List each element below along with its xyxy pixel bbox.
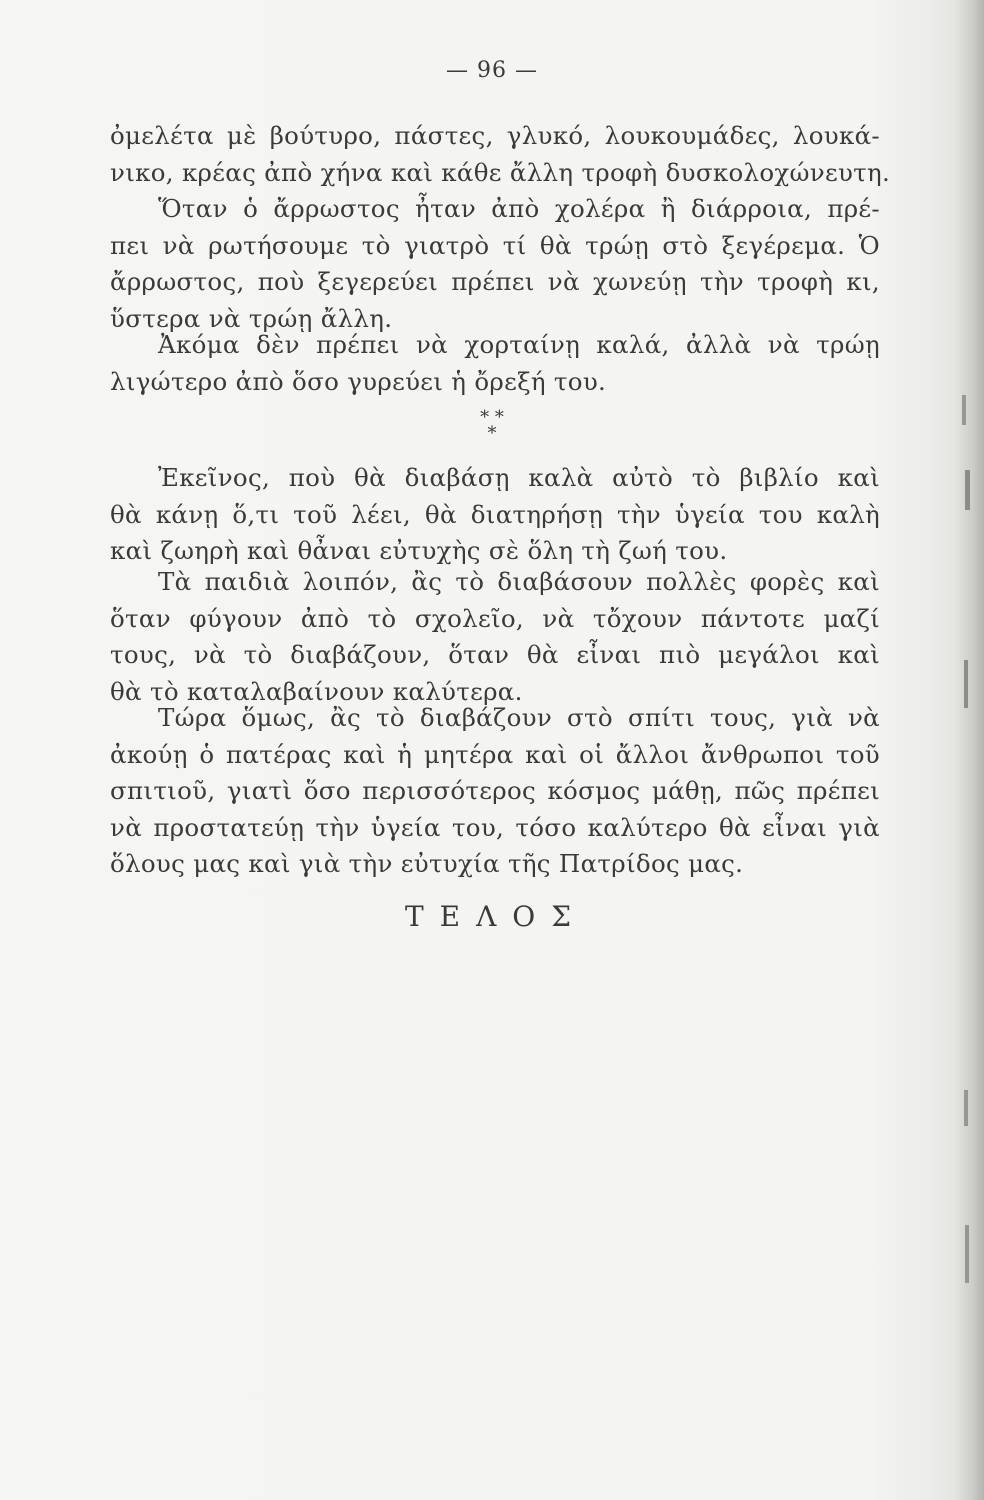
binding-mark [965, 470, 970, 510]
paragraph-children [110, 564, 880, 710]
text-line: ὕστερα νὰ τρώῃ ἄλλη. [110, 303, 393, 333]
paragraph-convalescence [110, 191, 880, 337]
text-line: Ἀκόμα δὲν πρέπει νὰ χορταίνῃ καλά, ἀλλὰ νὰ τρώῃ [158, 330, 880, 359]
text-line: Ἐκεῖνος, ποὺ θὰ διαβάσῃ καλὰ αὐτὸ τὸ βιβλίο καὶ [158, 463, 880, 492]
text-line: πει νὰ ρωτήσουμε τὸ γιατρὸ τί θὰ τρώῃ στὸ ξεγέρεμα. Ὁ [110, 230, 880, 260]
text-line: λιγώτερο ἀπὸ ὅσο γυρεύει ἡ ὄρεξή του. [110, 366, 607, 396]
text-line: θὰ κάνῃ ὅ,τι τοῦ λέει, θὰ διατηρήσῃ τὴν ὑγεία του καλὴ [110, 499, 880, 529]
paragraph-reader [110, 460, 880, 570]
text-line: Τώρα ὅμως, ἂς τὸ διαβάζουν στὸ σπίτι τους, γιὰ νὰ [158, 703, 880, 732]
text-line: ὀμελέτα μὲ βούτυρο, πάστες, γλυκό, λουκουμάδες, λουκά- [110, 121, 880, 150]
text-line: ὅλους μας καὶ γιὰ τὴν εὐτυχία τῆς Πατρίδος μας. [110, 849, 744, 878]
asterism-top: * * [480, 407, 504, 428]
text-line: σπιτιοῦ, γιατὶ ὅσο περισσότερος κόσμος μάθῃ, πῶς πρέπει [110, 776, 880, 805]
binding-mark [964, 1090, 968, 1126]
asterism-bottom: * [487, 423, 497, 444]
page-number: — 96 — [446, 58, 538, 83]
paragraph-continuation [110, 118, 891, 191]
section-asterism [0, 407, 984, 444]
binding-mark [965, 1225, 969, 1283]
text-line: Τὰ παιδιὰ λοιπόν, ἂς τὸ διαβάσουν πολλὲς φορὲς καὶ [158, 567, 880, 596]
text-line: νὰ προστατεύῃ τὴν ὑγεία του, τόσο καλύτερο θὰ εἶναι γιὰ [110, 812, 880, 842]
text-line: ἀκούῃ ὁ πατέρας καὶ ἡ μητέρα καὶ οἱ ἄλλοι ἄνθρωποι τοῦ [110, 739, 880, 769]
text-line: θὰ τὸ καταλαβαίνουν καλύτερα. [110, 676, 523, 706]
page-spine-shadow [954, 0, 984, 1500]
text-line: νικο, κρέας ἀπὸ χήνα καὶ κάθε ἄλλη τροφὴ δυσκολοχώνευτη. [110, 157, 891, 187]
paragraph-family [110, 700, 880, 883]
end-mark: ΤΕΛΟΣ [404, 900, 588, 933]
text-line: καὶ ζωηρὴ καὶ θἆναι εὐτυχὴς σὲ ὅλη τὴ ζωή του. [110, 536, 728, 565]
paragraph-appetite [110, 327, 880, 400]
binding-mark [964, 660, 968, 708]
text-line: ὅταν φύγουν ἀπὸ τὸ σχολεῖο, νὰ τὄχουν πάντοτε μαζί [110, 603, 880, 633]
text-line: Ὅταν ὁ ἄρρωστος ἦταν ἀπὸ χολέρα ἢ διάρροια, πρέ- [158, 194, 880, 223]
text-line: τους, νὰ τὸ διαβάζουν, ὅταν θὰ εἶναι πιὸ μεγάλοι καὶ [110, 640, 880, 669]
text-line: ἄρρωστος, ποὺ ξεγερεύει πρέπει νὰ χωνεύῃ τὴν τροφὴ κι, [110, 267, 880, 296]
